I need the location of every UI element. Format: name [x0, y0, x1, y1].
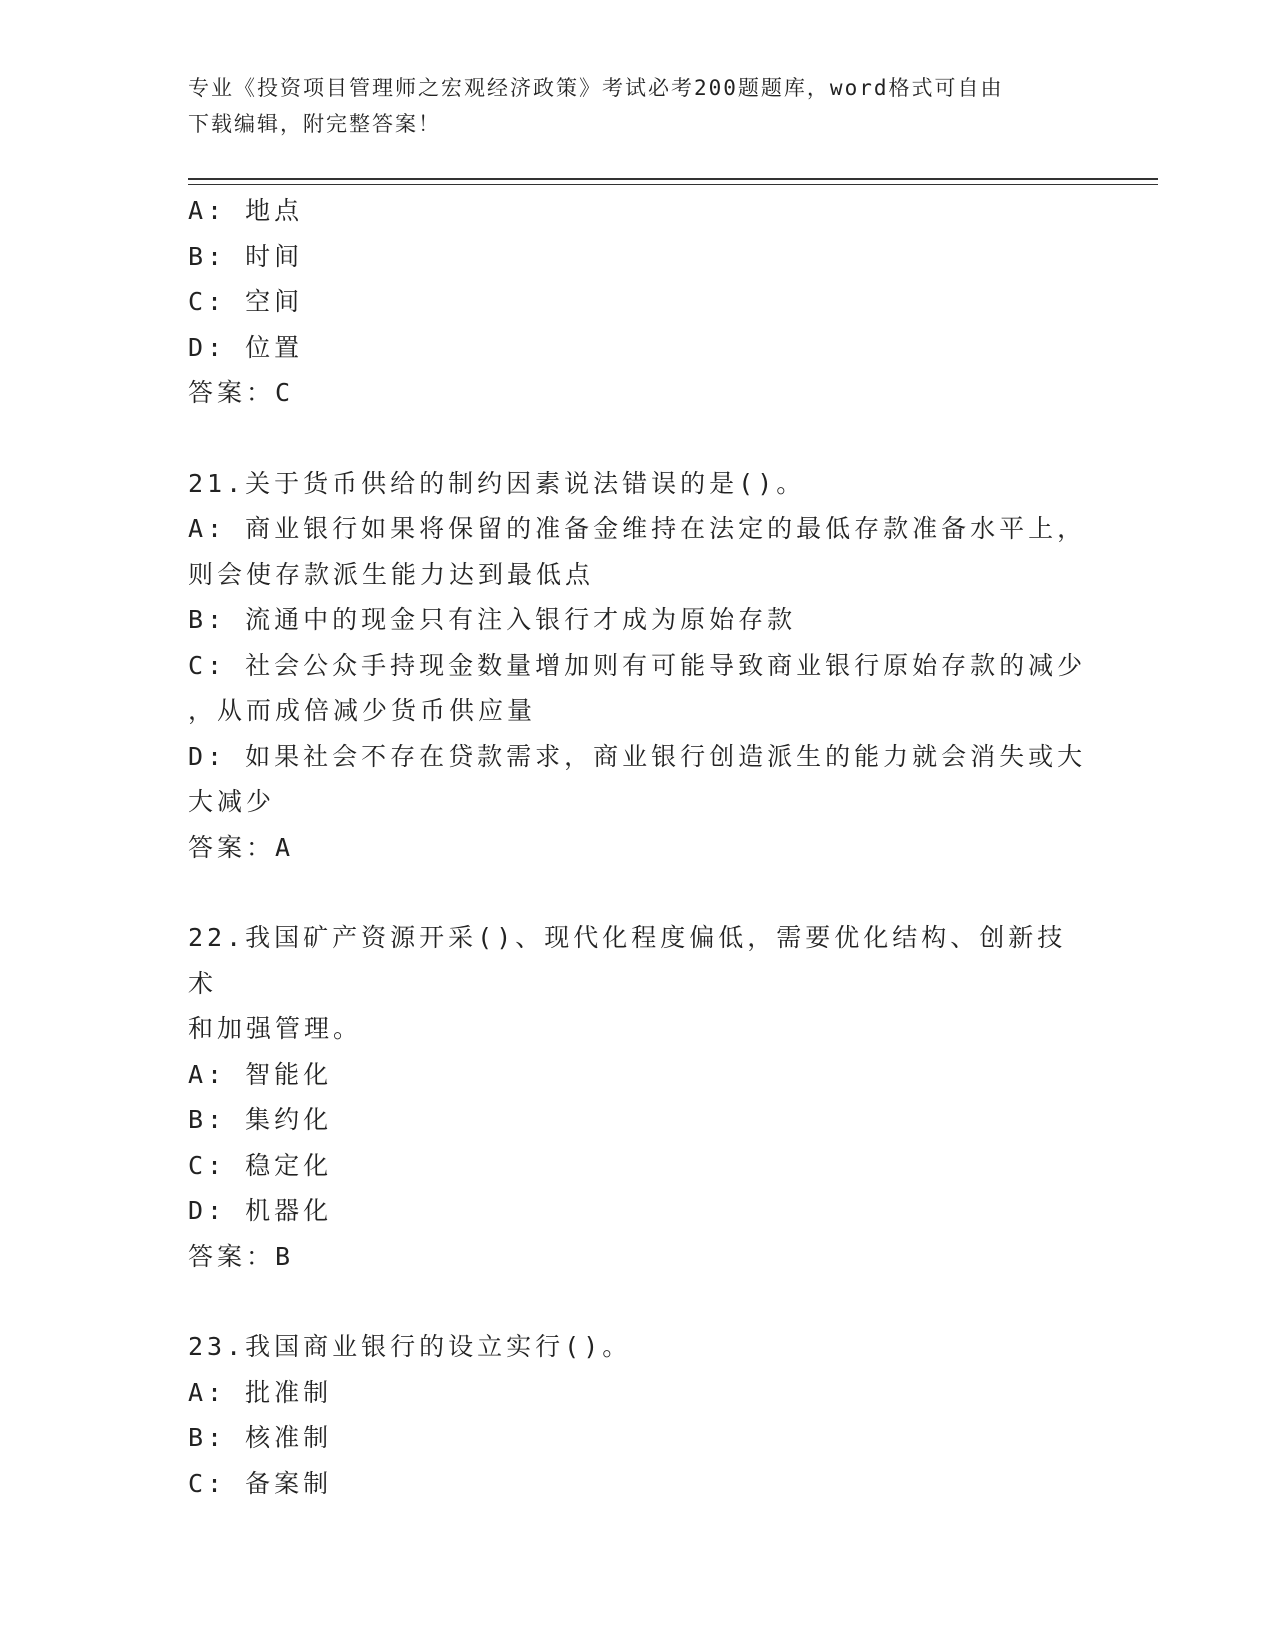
document-header — [188, 70, 1068, 142]
question-20 — [188, 188, 1088, 416]
option-c: C: 稳定化 — [188, 1150, 333, 1180]
header-divider-thin — [188, 184, 1158, 185]
option-b: B: 流通中的现金只有注入银行才成为原始存款 — [188, 605, 797, 634]
question-22 — [188, 915, 1088, 1279]
option-d: D: 位置 — [188, 332, 304, 362]
question-text-continued: 和加强管理。 — [188, 1014, 363, 1043]
option-d: D: 如果社会不存在贷款需求，商业银行创造派生的能力就会消失或大 — [188, 741, 1087, 771]
option-a: A: 智能化 — [188, 1059, 333, 1089]
option-b: B: 时间 — [188, 241, 304, 271]
option-a: A: 地点 — [188, 196, 304, 225]
answer: 答案：A — [188, 832, 295, 862]
question-text: 22.我国矿产资源开采()、现代化程度偏低，需要优化结构、创新技术 — [188, 923, 1067, 998]
question-text: 21.关于货币供给的制约因素说法错误的是()。 — [188, 468, 806, 498]
answer: 答案：C — [188, 378, 295, 407]
option-a-continued: 则会使存款派生能力达到最低点 — [188, 559, 595, 589]
option-d-continued: 大减少 — [188, 787, 276, 816]
header-line-1: 专业《投资项目管理师之宏观经济政策》考试必考200题题库，word格式可自由 — [188, 76, 1004, 100]
option-c-continued: ，从而成倍减少货币供应量 — [188, 696, 537, 725]
option-b: B: 集约化 — [188, 1105, 333, 1134]
question-21 — [188, 461, 1088, 871]
question-list — [188, 188, 1088, 1506]
option-a: A: 商业银行如果将保留的准备金维持在法定的最低存款准备水平上， — [188, 514, 1087, 543]
option-c: C: 社会公众手持现金数量增加则有可能导致商业银行原始存款的减少 — [188, 650, 1087, 680]
option-d: D: 机器化 — [188, 1196, 333, 1225]
option-c: C: 空间 — [188, 287, 304, 316]
option-a: A: 批准制 — [188, 1377, 333, 1407]
question-23 — [188, 1324, 1088, 1506]
answer: 答案：B — [188, 1241, 295, 1271]
header-line-2: 下载编辑，附完整答案！ — [188, 112, 441, 136]
option-b: B: 核准制 — [188, 1423, 333, 1452]
option-c: C: 备案制 — [188, 1468, 333, 1498]
header-divider-thick — [188, 178, 1158, 180]
question-text: 23.我国商业银行的设立实行()。 — [188, 1332, 632, 1361]
